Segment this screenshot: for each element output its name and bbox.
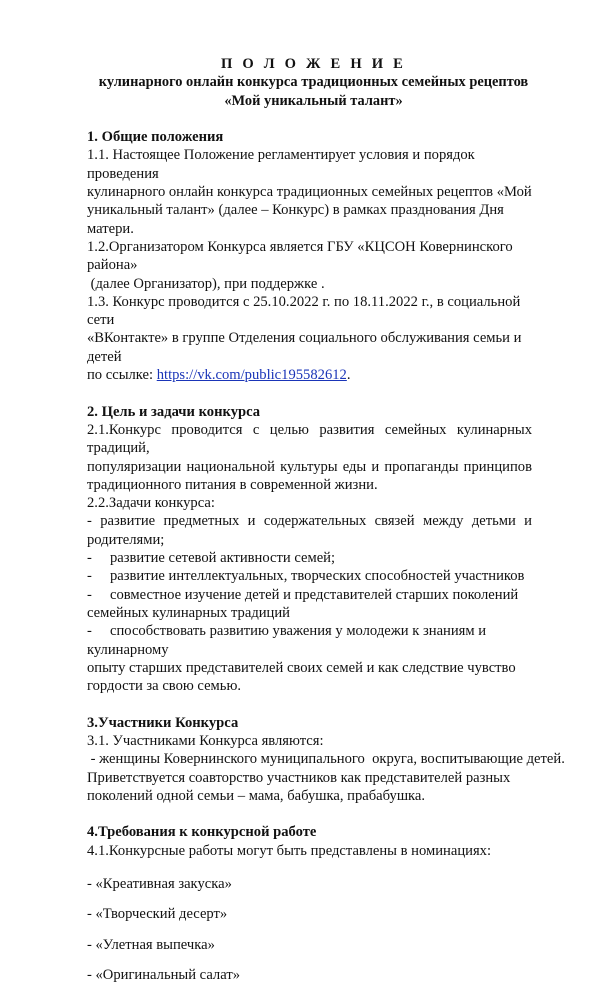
document-subtitle-line1: кулинарного онлайн конкурса традиционных семейных рецептов xyxy=(98,74,529,91)
section-goals-and-tasks xyxy=(87,403,532,696)
nomination-item: - «Улетная выпечка» xyxy=(87,936,215,953)
section-heading: 4.Требования к конкурсной работе xyxy=(87,824,317,841)
task-text: способствовать развитию уважения у молодежи к знаниям и кулинарному xyxy=(87,623,487,658)
paragraph-line: уникальный талант» (далее – Конкурс) в рамках празднования Дня матери. xyxy=(87,202,504,237)
nomination-item: - «Оригинальный салат» xyxy=(87,966,240,983)
section-heading: 1. Общие положения xyxy=(87,129,224,146)
task-text: развитие интеллектуальных, творческих способностей участников xyxy=(110,568,525,585)
vk-group-link[interactable]: https://vk.com/public195582612 xyxy=(156,367,347,384)
task-item xyxy=(87,622,532,659)
document-subtitle-line2: «Мой уникальный талант» xyxy=(224,92,403,109)
paragraph-line: поколений одной семьи – мама, бабушка, прабабушка. xyxy=(87,787,426,804)
dash-bullet: - xyxy=(87,550,92,567)
spacer xyxy=(87,805,532,823)
task-item-continuation: гордости за свою семью. xyxy=(87,678,242,695)
spacer xyxy=(87,110,532,128)
paragraph-line: кулинарного онлайн конкурса традиционных семейных рецептов «Мой xyxy=(87,184,532,201)
section-participants xyxy=(87,714,565,805)
spacer xyxy=(87,860,532,875)
task-item xyxy=(87,586,532,604)
task-item-continuation: родителями; xyxy=(87,531,165,548)
paragraph-line: 1.3. Конкурс проводится с 25.10.2022 г. по 18.11.2022 г., в социальной сети xyxy=(87,293,521,329)
dash-bullet: - xyxy=(87,568,92,585)
paragraph-line: «ВКонтакте» в группе Отделения социального обслуживания семьи и детей xyxy=(87,330,522,365)
paragraph-line: - женщины Ковернинского муниципального округа, воспитывающие детей. xyxy=(87,751,565,768)
task-item: - развитие предметных и содержательных связей между детьми и xyxy=(87,513,532,530)
paragraph-line: Приветствуется соавторство участников как представителей разных xyxy=(87,769,511,786)
link-suffix: . xyxy=(346,367,351,384)
dash-bullet: - xyxy=(87,586,92,603)
spacer xyxy=(87,384,532,402)
document-title: П О Л О Ж Е Н И Е xyxy=(220,56,407,72)
link-prefix: по ссылке: xyxy=(87,367,157,384)
paragraph-line: популяризации национальной культуры еды и пропаганды принципов xyxy=(87,458,532,475)
paragraph-line: (далее Организатор), при поддержке . xyxy=(87,275,325,292)
task-item-continuation: опыту старших представителей своих семей и как следствие чувство xyxy=(87,659,516,676)
paragraph-line: 3.1. Участниками Конкурса являются: xyxy=(87,732,324,749)
task-item xyxy=(87,549,532,567)
paragraph-line: 1.2.Организатором Конкурса является ГБУ «КЦСОН Ковернинского района» xyxy=(87,238,513,274)
task-item-continuation: семейных кулинарных традиций xyxy=(87,604,290,621)
paragraph-line xyxy=(87,366,532,384)
section-heading: 2. Цель и задачи конкурса xyxy=(87,403,261,420)
paragraph-line: 1.1. Настоящее Положение регламентирует условия и порядок проведения xyxy=(87,147,475,182)
paragraph-line: 2.1.Конкурс проводится с целью развития семейных кулинарных традиций, xyxy=(87,421,532,457)
task-item xyxy=(87,567,532,585)
dash-bullet: - xyxy=(87,623,92,640)
section-general-provisions xyxy=(87,128,532,384)
spacer xyxy=(87,695,532,713)
paragraph-line: 2.2.Задачи конкурса: xyxy=(87,495,215,512)
task-text: совместное изучение детей и представителей старших поколений xyxy=(110,586,519,603)
section-heading: 3.Участники Конкурса xyxy=(87,714,239,731)
nomination-item: - «Креативная закуска» xyxy=(87,876,232,893)
paragraph-line: 4.1.Конкурсные работы могут быть представлены в номинациях: xyxy=(87,842,492,859)
nomination-item: - «Творческий десерт» xyxy=(87,906,228,923)
task-text: развитие сетевой активности семей; xyxy=(110,550,336,567)
document-page xyxy=(87,55,565,996)
paragraph-line: традиционного питания в современной жизни. xyxy=(87,476,378,493)
